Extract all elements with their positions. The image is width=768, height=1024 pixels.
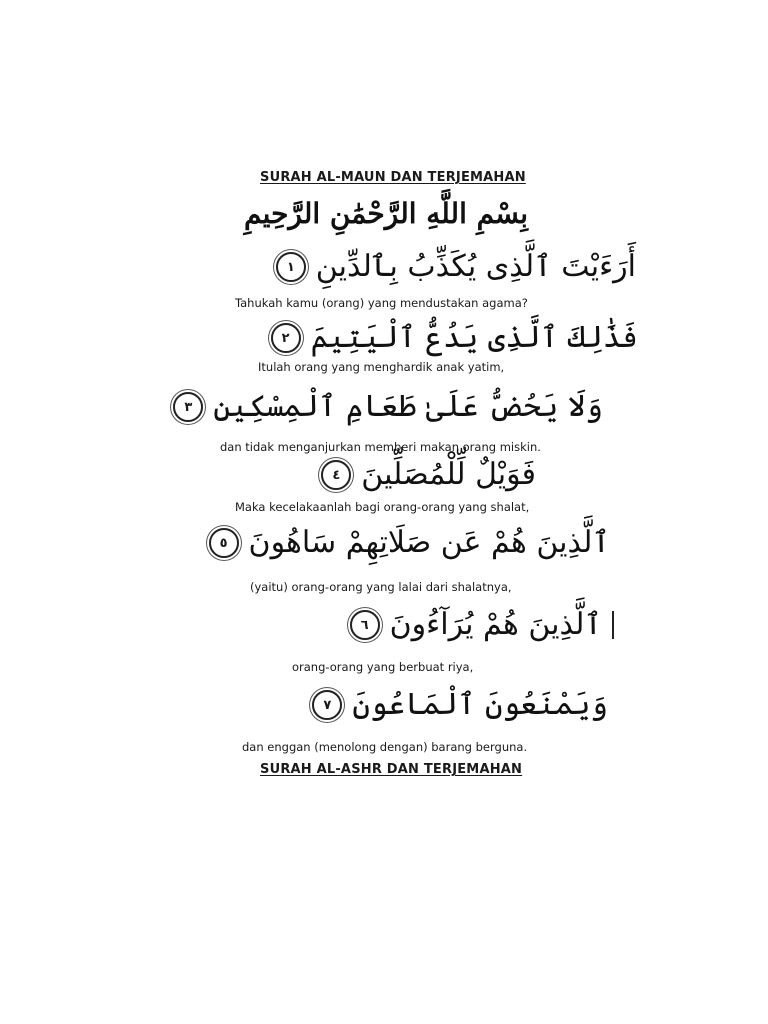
verse-translation: (yaitu) orang-orang yang lalai dari shalatnya, [250, 580, 512, 594]
basmala: بِسْمِ اللَّهِ الرَّحْمَٰنِ الرَّحِيمِ [244, 197, 528, 230]
verse-translation: orang-orang yang berbuat riya, [292, 660, 474, 674]
verse-translation: Maka kecelakaanlah bagi orang-orang yang shalat, [235, 500, 530, 514]
verse-arabic: فَوَيْلٌ لِّلْمُصَلِّينَ [361, 457, 536, 492]
ayah-number-marker: ٥ [209, 528, 239, 558]
verse-translation: Tahukah kamu (orang) yang mendustakan agama? [235, 296, 528, 310]
verse-2 [271, 320, 638, 355]
verse-translation: Itulah orang yang menghardik anak yatim, [258, 360, 505, 374]
ayah-number-marker: ٧ [312, 690, 342, 720]
ayah-number-marker: ٦ [350, 610, 380, 640]
verse-4 [321, 457, 536, 492]
verse-translation: dan enggan (menolong dengan) barang berguna. [242, 740, 528, 754]
verse-arabic: ٱلَّذِينَ هُمْ عَن صَلَاتِهِمْ سَاهُونَ [248, 525, 610, 560]
ayah-number-marker: ٤ [321, 460, 351, 490]
verse-6 [350, 607, 614, 642]
verse-7 [312, 687, 608, 722]
verse-1 [276, 249, 636, 284]
ayah-number-marker: ٣ [173, 392, 203, 422]
verse-divider-bar [612, 611, 614, 639]
verse-arabic: ٱلَّذِينَ هُمْ يُرَآءُونَ [389, 607, 602, 642]
verse-arabic: فَذَٰلِكَ ٱلَّذِى يَدُعُّ ٱلْيَتِيمَ [310, 320, 638, 355]
verse-3 [173, 389, 603, 424]
verse-arabic: وَلَا يَحُضُّ عَلَىٰ طَعَامِ ٱلْمِسْكِينِ [213, 389, 603, 424]
surah-al-maun-heading: SURAH AL-MAUN DAN TERJEMAHAN [260, 170, 526, 185]
verse-translation: dan tidak menganjurkan memberi makan orang miskin. [220, 440, 541, 454]
ayah-number-marker: ٢ [271, 323, 301, 353]
ayah-number-marker: ١ [276, 252, 306, 282]
verse-arabic: وَيَمْنَعُونَ ٱلْمَاعُونَ [352, 687, 608, 722]
verse-5 [209, 525, 610, 560]
verse-arabic: أَرَءَيْتَ ٱلَّذِى يُكَذِّبُ بِٱلدِّينِ [315, 249, 636, 284]
surah-al-ashr-heading: SURAH AL-ASHR DAN TERJEMAHAN [260, 762, 523, 777]
